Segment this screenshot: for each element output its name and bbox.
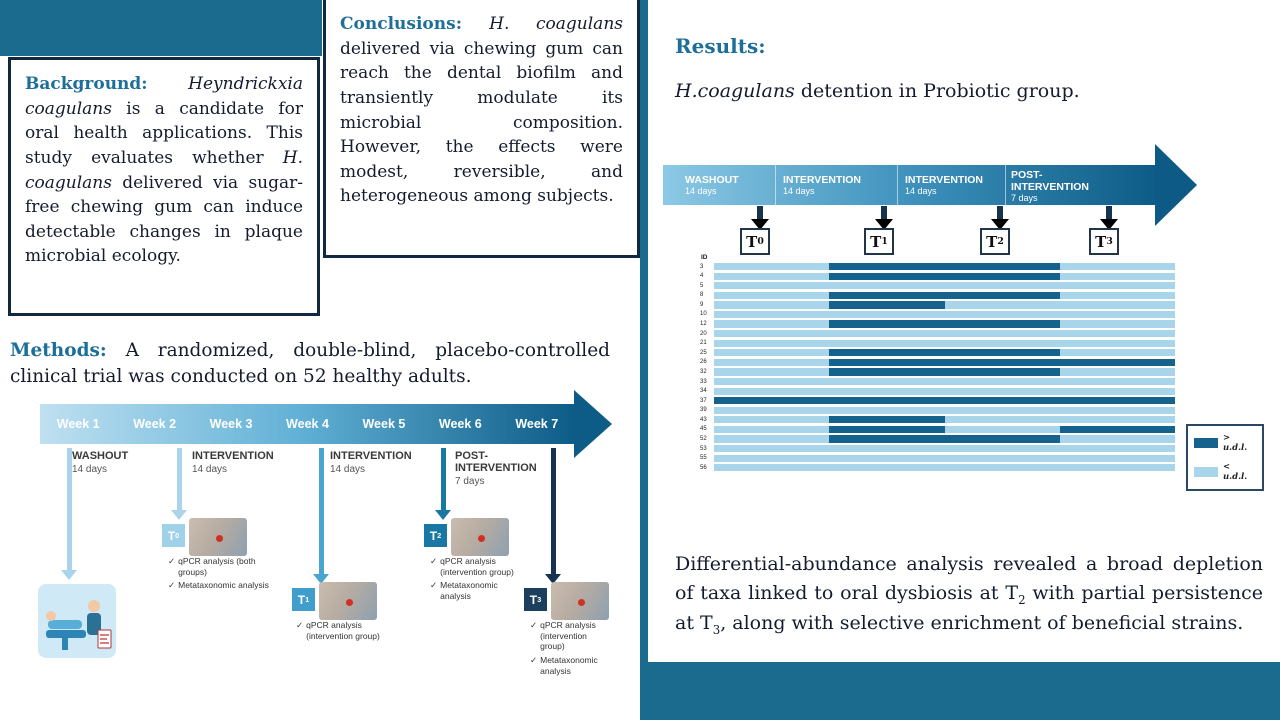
heatmap-cell: [829, 320, 944, 327]
heatmap-cell: [829, 445, 944, 452]
heatmap-cell: [714, 368, 829, 375]
heatmap-cell: [829, 464, 944, 471]
results-phase-washout: [685, 174, 739, 196]
heatmap-cell: [1060, 282, 1175, 289]
discussion-text-1: Differential-abundance analysis revealed a broad depletion of taxa linked to oral dysbiosis at T: [675, 553, 1263, 604]
methods-phase-post-intervention: [455, 450, 547, 487]
heatmap-row-bar: [714, 455, 1175, 462]
heatmap-row: [700, 320, 1175, 327]
phase-name: INTERVENTION: [783, 174, 861, 186]
heatmap-cell: [714, 311, 829, 318]
t0-checklist: [168, 556, 280, 594]
week-label: Week 1: [56, 417, 100, 431]
results-timepoint-t1: [864, 228, 894, 255]
heatmap-row-bar: [714, 330, 1175, 337]
heatmap-cell: [945, 455, 1060, 462]
heatmap-rows: [700, 263, 1175, 471]
t2-checklist: [430, 556, 516, 605]
heatmap-cell: [829, 407, 944, 414]
gum-dot-icon: [578, 599, 585, 606]
heatmap-row: [700, 330, 1175, 337]
top-left-accent-bar: [0, 0, 322, 56]
heatmap-cell: [829, 273, 944, 280]
week-label: Week 2: [133, 417, 177, 431]
heatmap-row: [700, 378, 1175, 385]
timepoint-label: T: [746, 232, 758, 251]
weeks-row: [40, 404, 575, 444]
conclusions-label: Conclusions:: [340, 14, 490, 34]
checklist-item: [530, 620, 610, 652]
background-text-1: is a candidate for oral health applications. This study evaluates whether: [25, 98, 303, 168]
heatmap-row-id: 52: [700, 436, 707, 442]
timepoint-label: T: [429, 528, 438, 543]
heatmap-row: [700, 455, 1175, 462]
legend-swatch-dark-icon: [1194, 438, 1218, 448]
heatmap-cell: [945, 445, 1060, 452]
t2-down-arrow-icon: [435, 448, 451, 520]
heatmap-legend: [1186, 424, 1264, 491]
heatmap-cell: [1060, 359, 1175, 366]
discussion-sub-2: 3: [712, 622, 721, 637]
heatmap-cell: [714, 330, 829, 337]
bottom-right-accent-bar: [648, 662, 1280, 720]
heatmap-cell: [829, 292, 944, 299]
heatmap-cell: [714, 320, 829, 327]
gum-dot-icon: [346, 599, 353, 606]
heatmap-row: [700, 311, 1175, 318]
heatmap-row: [700, 407, 1175, 414]
methods-phase-intervention-1: [192, 450, 292, 475]
timepoint-sub: 3: [537, 595, 542, 604]
week-label: Week 7: [515, 417, 559, 431]
heatmap-cell: [945, 388, 1060, 395]
methods-timepoint-t3: [524, 588, 547, 611]
results-subtitle: [675, 80, 1235, 102]
heatmap-cell: [829, 340, 944, 347]
checklist-text: Metataxonomic analysis: [440, 580, 498, 601]
heatmap-cell: [714, 455, 829, 462]
heatmap-row-id: 8: [700, 292, 704, 299]
timepoint-label: T: [986, 232, 998, 251]
heatmap-cell: [714, 426, 829, 433]
phase-name: POST-INTERVENTION: [455, 450, 537, 474]
results-phase-intervention-1: [783, 174, 861, 196]
phase-days: 14 days: [192, 464, 228, 475]
check-icon: ✓: [296, 620, 304, 630]
checklist-item: [168, 556, 280, 577]
heatmap-id-header: ID: [701, 254, 708, 261]
phase-name: WASHOUT: [72, 450, 129, 462]
heatmap-cell: [945, 311, 1060, 318]
discussion-text-3: , along with selective enrichment of beneficial strains.: [720, 611, 1244, 634]
results-timeline-arrow: [663, 165, 1155, 205]
timepoint-sub: 2: [997, 236, 1004, 247]
t1-down-arrow-icon: [313, 448, 329, 584]
heatmap-cell: [1060, 435, 1175, 442]
heatmap-cell: [1060, 292, 1175, 299]
timepoint-sub: 2: [437, 531, 442, 540]
background-section: [8, 57, 320, 316]
heatmap-row: [700, 445, 1175, 452]
background-label: Background:: [25, 74, 189, 94]
heatmap-row-bar: [714, 378, 1175, 385]
heatmap-row-id: 10: [700, 311, 707, 318]
heatmap-row: [700, 349, 1175, 356]
heatmap-row-bar: [714, 388, 1175, 395]
heatmap-row-id: 5: [700, 282, 704, 289]
heatmap-row-id: 21: [700, 340, 707, 347]
checklist-text: Metataxonomic analysis: [178, 580, 269, 591]
heatmap-row-id: 34: [700, 388, 707, 395]
heatmap-row: [700, 292, 1175, 299]
segment-divider: [775, 165, 776, 205]
heatmap-cell: [714, 464, 829, 471]
results-timepoint-t0: [740, 228, 770, 255]
methods-phase-washout: [72, 450, 152, 475]
heatmap-cell: [945, 464, 1060, 471]
heatmap-cell: [829, 301, 944, 308]
heatmap-row: [700, 359, 1175, 366]
heatmap-row: [700, 426, 1175, 433]
heatmap-cell: [714, 301, 829, 308]
heatmap-row-bar: [714, 292, 1175, 299]
heatmap-cell: [1060, 330, 1175, 337]
heatmap-cell: [714, 388, 829, 395]
heatmap-row-bar: [714, 416, 1175, 423]
heatmap-row: [700, 301, 1175, 308]
timepoint-sub: 0: [175, 531, 180, 540]
methods-timepoint-t0: [162, 524, 185, 547]
results-phase-intervention-2: [905, 174, 983, 196]
phase-days: 7 days: [1011, 193, 1038, 203]
heatmap-row-bar: [714, 407, 1175, 414]
phase-days: 14 days: [685, 186, 717, 196]
methods-label: Methods:: [10, 340, 107, 361]
results-subtitle-text: detention in Probiotic group.: [794, 80, 1080, 102]
heatmap-cell: [714, 359, 829, 366]
checklist-item: [296, 620, 406, 641]
results-label: Results:: [675, 34, 766, 58]
heatmap-cell: [945, 320, 1060, 327]
legend-swatch-light-icon: [1194, 467, 1218, 477]
heatmap-cell: [714, 397, 829, 404]
check-icon: ✓: [530, 620, 538, 630]
chewing-gum-photo: [319, 582, 377, 620]
methods-phase-intervention-2: [330, 450, 430, 475]
discussion-sub-1: 2: [1018, 592, 1026, 607]
results-timepoint-t2: [980, 228, 1010, 255]
heatmap-row-id: 12: [700, 321, 707, 328]
checklist-text: Metataxonomic analysis: [540, 654, 598, 676]
week-label: Week 3: [209, 417, 253, 431]
heatmap-row-id: 25: [700, 349, 707, 356]
heatmap-row-bar: [714, 349, 1175, 356]
gum-dot-icon: [478, 535, 485, 542]
heatmap-cell: [714, 273, 829, 280]
heatmap-row: [700, 464, 1175, 471]
heatmap-cell: [1060, 340, 1175, 347]
heatmap-cell: [1060, 273, 1175, 280]
heatmap-cell: [1060, 426, 1175, 433]
check-icon: ✓: [430, 580, 438, 591]
heatmap-cell: [945, 349, 1060, 356]
heatmap-cell: [714, 282, 829, 289]
results-timepoint-t3: [1089, 228, 1119, 255]
timepoint-label: T: [529, 592, 538, 607]
species-name-icon-free: Heyndrickxia coagulans: [25, 74, 303, 119]
heatmap-row-bar: [714, 340, 1175, 347]
species-name: H. coagulans: [489, 14, 623, 34]
phase-days: 7 days: [455, 476, 485, 487]
heatmap-cell: [829, 455, 944, 462]
column-divider: [640, 0, 648, 720]
gum-dot-icon: [216, 535, 223, 542]
heatmap-cell: [945, 340, 1060, 347]
methods-text: A randomized, double-blind, placebo-controlled clinical trial was conducted on 52 healthy adults.: [10, 340, 610, 388]
washout-down-arrow-icon: [61, 448, 77, 580]
heatmap-cell: [714, 407, 829, 414]
heatmap-cell: [714, 349, 829, 356]
check-icon: ✓: [168, 580, 176, 591]
phase-name: INTERVENTION: [192, 450, 274, 462]
heatmap-cell: [1060, 378, 1175, 385]
heatmap-row-bar: [714, 282, 1175, 289]
timepoint-sub: 1: [881, 236, 888, 247]
heatmap-cell: [945, 330, 1060, 337]
background-text-2: delivered via sugar-free chewing gum can induce detectable changes in plaque microbial ecology.: [25, 172, 303, 267]
chewing-gum-photo: [189, 518, 247, 556]
heatmap-cell: [945, 407, 1060, 414]
heatmap-row-id: 32: [700, 368, 707, 375]
heatmap-cell: [829, 263, 944, 270]
heatmap-cell: [945, 435, 1060, 442]
heatmap-row-id: 4: [700, 273, 704, 280]
heatmap-cell: [829, 311, 944, 318]
heatmap-row: [700, 368, 1175, 375]
heatmap-cell: [1060, 263, 1175, 270]
check-icon: ✓: [530, 654, 538, 665]
checklist-item: [168, 580, 280, 591]
timepoint-sub: 0: [757, 236, 764, 247]
timepoint-label: T: [870, 232, 882, 251]
conclusions-section: [323, 0, 640, 258]
heatmap-row-id: 9: [700, 301, 704, 308]
phase-days: 14 days: [783, 186, 815, 196]
heatmap-row-bar: [714, 301, 1175, 308]
checklist-item: [530, 655, 610, 676]
timepoint-sub: 3: [1106, 236, 1113, 247]
heatmap-cell: [714, 263, 829, 270]
results-phase-post-intervention: [1011, 169, 1097, 203]
phase-name: POST-INTERVENTION: [1011, 169, 1089, 193]
heatmap-row-bar: [714, 273, 1175, 280]
heatmap-row-bar: [714, 368, 1175, 375]
heatmap-row-bar: [714, 359, 1175, 366]
legend-entry-above-udl: [1194, 433, 1256, 453]
checklist-item: [430, 556, 516, 577]
heatmap-row: [700, 340, 1175, 347]
discussion-paragraph: [675, 550, 1263, 639]
heatmap-row-bar: [714, 426, 1175, 433]
methods-timepoint-t1: [292, 588, 315, 611]
week-label: Week 6: [438, 417, 482, 431]
methods-timepoint-t2: [424, 524, 447, 547]
heatmap-cell: [945, 282, 1060, 289]
heatmap-cell: [714, 435, 829, 442]
timepoint-label: T: [1095, 232, 1107, 251]
heatmap-cell: [829, 330, 944, 337]
heatmap-cell: [1060, 455, 1175, 462]
heatmap-row-bar: [714, 445, 1175, 452]
heatmap-cell: [945, 397, 1060, 404]
week-label: Week 5: [362, 417, 406, 431]
heatmap-cell: [829, 349, 944, 356]
heatmap-cell: [945, 301, 1060, 308]
heatmap-cell: [945, 292, 1060, 299]
chewing-gum-photo: [451, 518, 509, 556]
check-icon: ✓: [168, 556, 176, 566]
phase-name: INTERVENTION: [905, 174, 983, 186]
heatmap-cell: [945, 368, 1060, 375]
checklist-item: [430, 580, 516, 601]
check-icon: ✓: [430, 556, 438, 566]
species-name: H. coagulans: [25, 147, 303, 193]
heatmap-cell: [714, 416, 829, 423]
legend-label: < u.d.l.: [1223, 462, 1248, 482]
heatmap-row-id: 33: [700, 378, 707, 385]
heatmap-row-bar: [714, 464, 1175, 471]
phase-days: 14 days: [72, 464, 108, 475]
segment-divider: [897, 165, 898, 205]
heatmap-row-id: 39: [700, 407, 707, 414]
heatmap-row-bar: [714, 311, 1175, 318]
t0-down-arrow-icon: [171, 448, 187, 520]
dental-chair-icon: [38, 584, 116, 658]
heatmap-row-bar: [714, 320, 1175, 327]
conclusions-paragraph: [340, 12, 623, 209]
results-arrow-head-icon: [1155, 144, 1197, 226]
phase-name: INTERVENTION: [330, 450, 412, 462]
heatmap-row: [700, 273, 1175, 280]
heatmap-row-id: 45: [700, 426, 707, 433]
heatmap-row: [700, 388, 1175, 395]
heatmap-row-bar: [714, 263, 1175, 270]
heatmap-row-bar: [714, 397, 1175, 404]
heatmap-cell: [1060, 407, 1175, 414]
heatmap-cell: [945, 273, 1060, 280]
heatmap-row-bar: [714, 435, 1175, 442]
heatmap-row-id: 20: [700, 330, 707, 337]
heatmap-cell: [945, 263, 1060, 270]
checklist-text: qPCR analysis (intervention group): [440, 556, 514, 577]
heatmap-cell: [829, 388, 944, 395]
t1-checklist: [296, 620, 406, 644]
discussion-text-2: with partial persistence at T: [675, 581, 1263, 634]
segment-divider: [1005, 165, 1006, 205]
heatmap-row: [700, 282, 1175, 289]
heatmap-cell: [1060, 464, 1175, 471]
heatmap-cell: [829, 368, 944, 375]
legend-label: > u.d.l.: [1223, 433, 1248, 453]
heatmap-row-id: 43: [700, 416, 707, 423]
detection-heatmap: [700, 254, 1175, 471]
t3-checklist: [530, 620, 610, 679]
heatmap-cell: [829, 359, 944, 366]
heatmap-row-id: 55: [700, 455, 707, 462]
heatmap-cell: [714, 445, 829, 452]
heatmap-cell: [1060, 301, 1175, 308]
heatmap-cell: [714, 378, 829, 385]
heatmap-cell: [1060, 311, 1175, 318]
heatmap-row-id: 3: [700, 263, 704, 270]
conclusions-text-1: delivered via chewing gum can reach the dental biofilm and transiently modulate its microbial composition. However, the effects were modest, reversible, and heterogeneous among subjects.: [340, 38, 623, 207]
heatmap-row: [700, 263, 1175, 270]
species-name: H.coagulans: [675, 80, 795, 102]
dental-visit-illustration: [38, 584, 116, 658]
heatmap-row-id: 37: [700, 397, 707, 404]
heatmap-cell: [1060, 368, 1175, 375]
heatmap-cell: [1060, 416, 1175, 423]
t2-sample-arrow-icon: [991, 206, 1009, 230]
heatmap-cell: [1060, 445, 1175, 452]
phase-name: WASHOUT: [685, 174, 739, 186]
heatmap-cell: [829, 435, 944, 442]
heatmap-row-id: 53: [700, 445, 707, 452]
week-label: Week 4: [286, 417, 329, 431]
checklist-text: qPCR analysis (both groups): [178, 556, 256, 577]
methods-title: [10, 338, 610, 391]
heatmap-cell: [714, 340, 829, 347]
weeks-arrow-head-icon: [574, 390, 612, 458]
heatmap-cell: [945, 426, 1060, 433]
timepoint-sub: 1: [305, 595, 310, 604]
timepoint-label: T: [167, 528, 176, 543]
heatmap-cell: [1060, 320, 1175, 327]
heatmap-cell: [1060, 349, 1175, 356]
heatmap-cell: [1060, 397, 1175, 404]
heatmap-row-id: 26: [700, 359, 707, 366]
heatmap-row: [700, 397, 1175, 404]
t3-down-arrow-icon: [545, 448, 561, 584]
t1-sample-arrow-icon: [875, 206, 893, 230]
heatmap-cell: [829, 282, 944, 289]
heatmap-row: [700, 416, 1175, 423]
heatmap-cell: [829, 378, 944, 385]
chewing-gum-photo: [551, 582, 609, 620]
heatmap-cell: [945, 378, 1060, 385]
checklist-text: qPCR analysis (intervention group): [306, 620, 380, 641]
legend-entry-below-udl: [1194, 462, 1256, 482]
heatmap-cell: [829, 397, 944, 404]
t3-sample-arrow-icon: [1100, 206, 1118, 230]
heatmap-cell: [945, 359, 1060, 366]
heatmap-cell: [714, 292, 829, 299]
heatmap-cell: [829, 416, 944, 423]
heatmap-cell: [1060, 388, 1175, 395]
heatmap-row-id: 56: [700, 464, 707, 471]
timepoint-label: T: [297, 592, 306, 607]
checklist-text: qPCR analysis (intervention group): [540, 620, 596, 652]
phase-days: 14 days: [905, 186, 937, 196]
background-paragraph: [25, 72, 303, 269]
t0-sample-arrow-icon: [751, 206, 769, 230]
heatmap-row: [700, 435, 1175, 442]
heatmap-cell: [945, 416, 1060, 423]
heatmap-cell: [829, 426, 944, 433]
phase-days: 14 days: [330, 464, 366, 475]
